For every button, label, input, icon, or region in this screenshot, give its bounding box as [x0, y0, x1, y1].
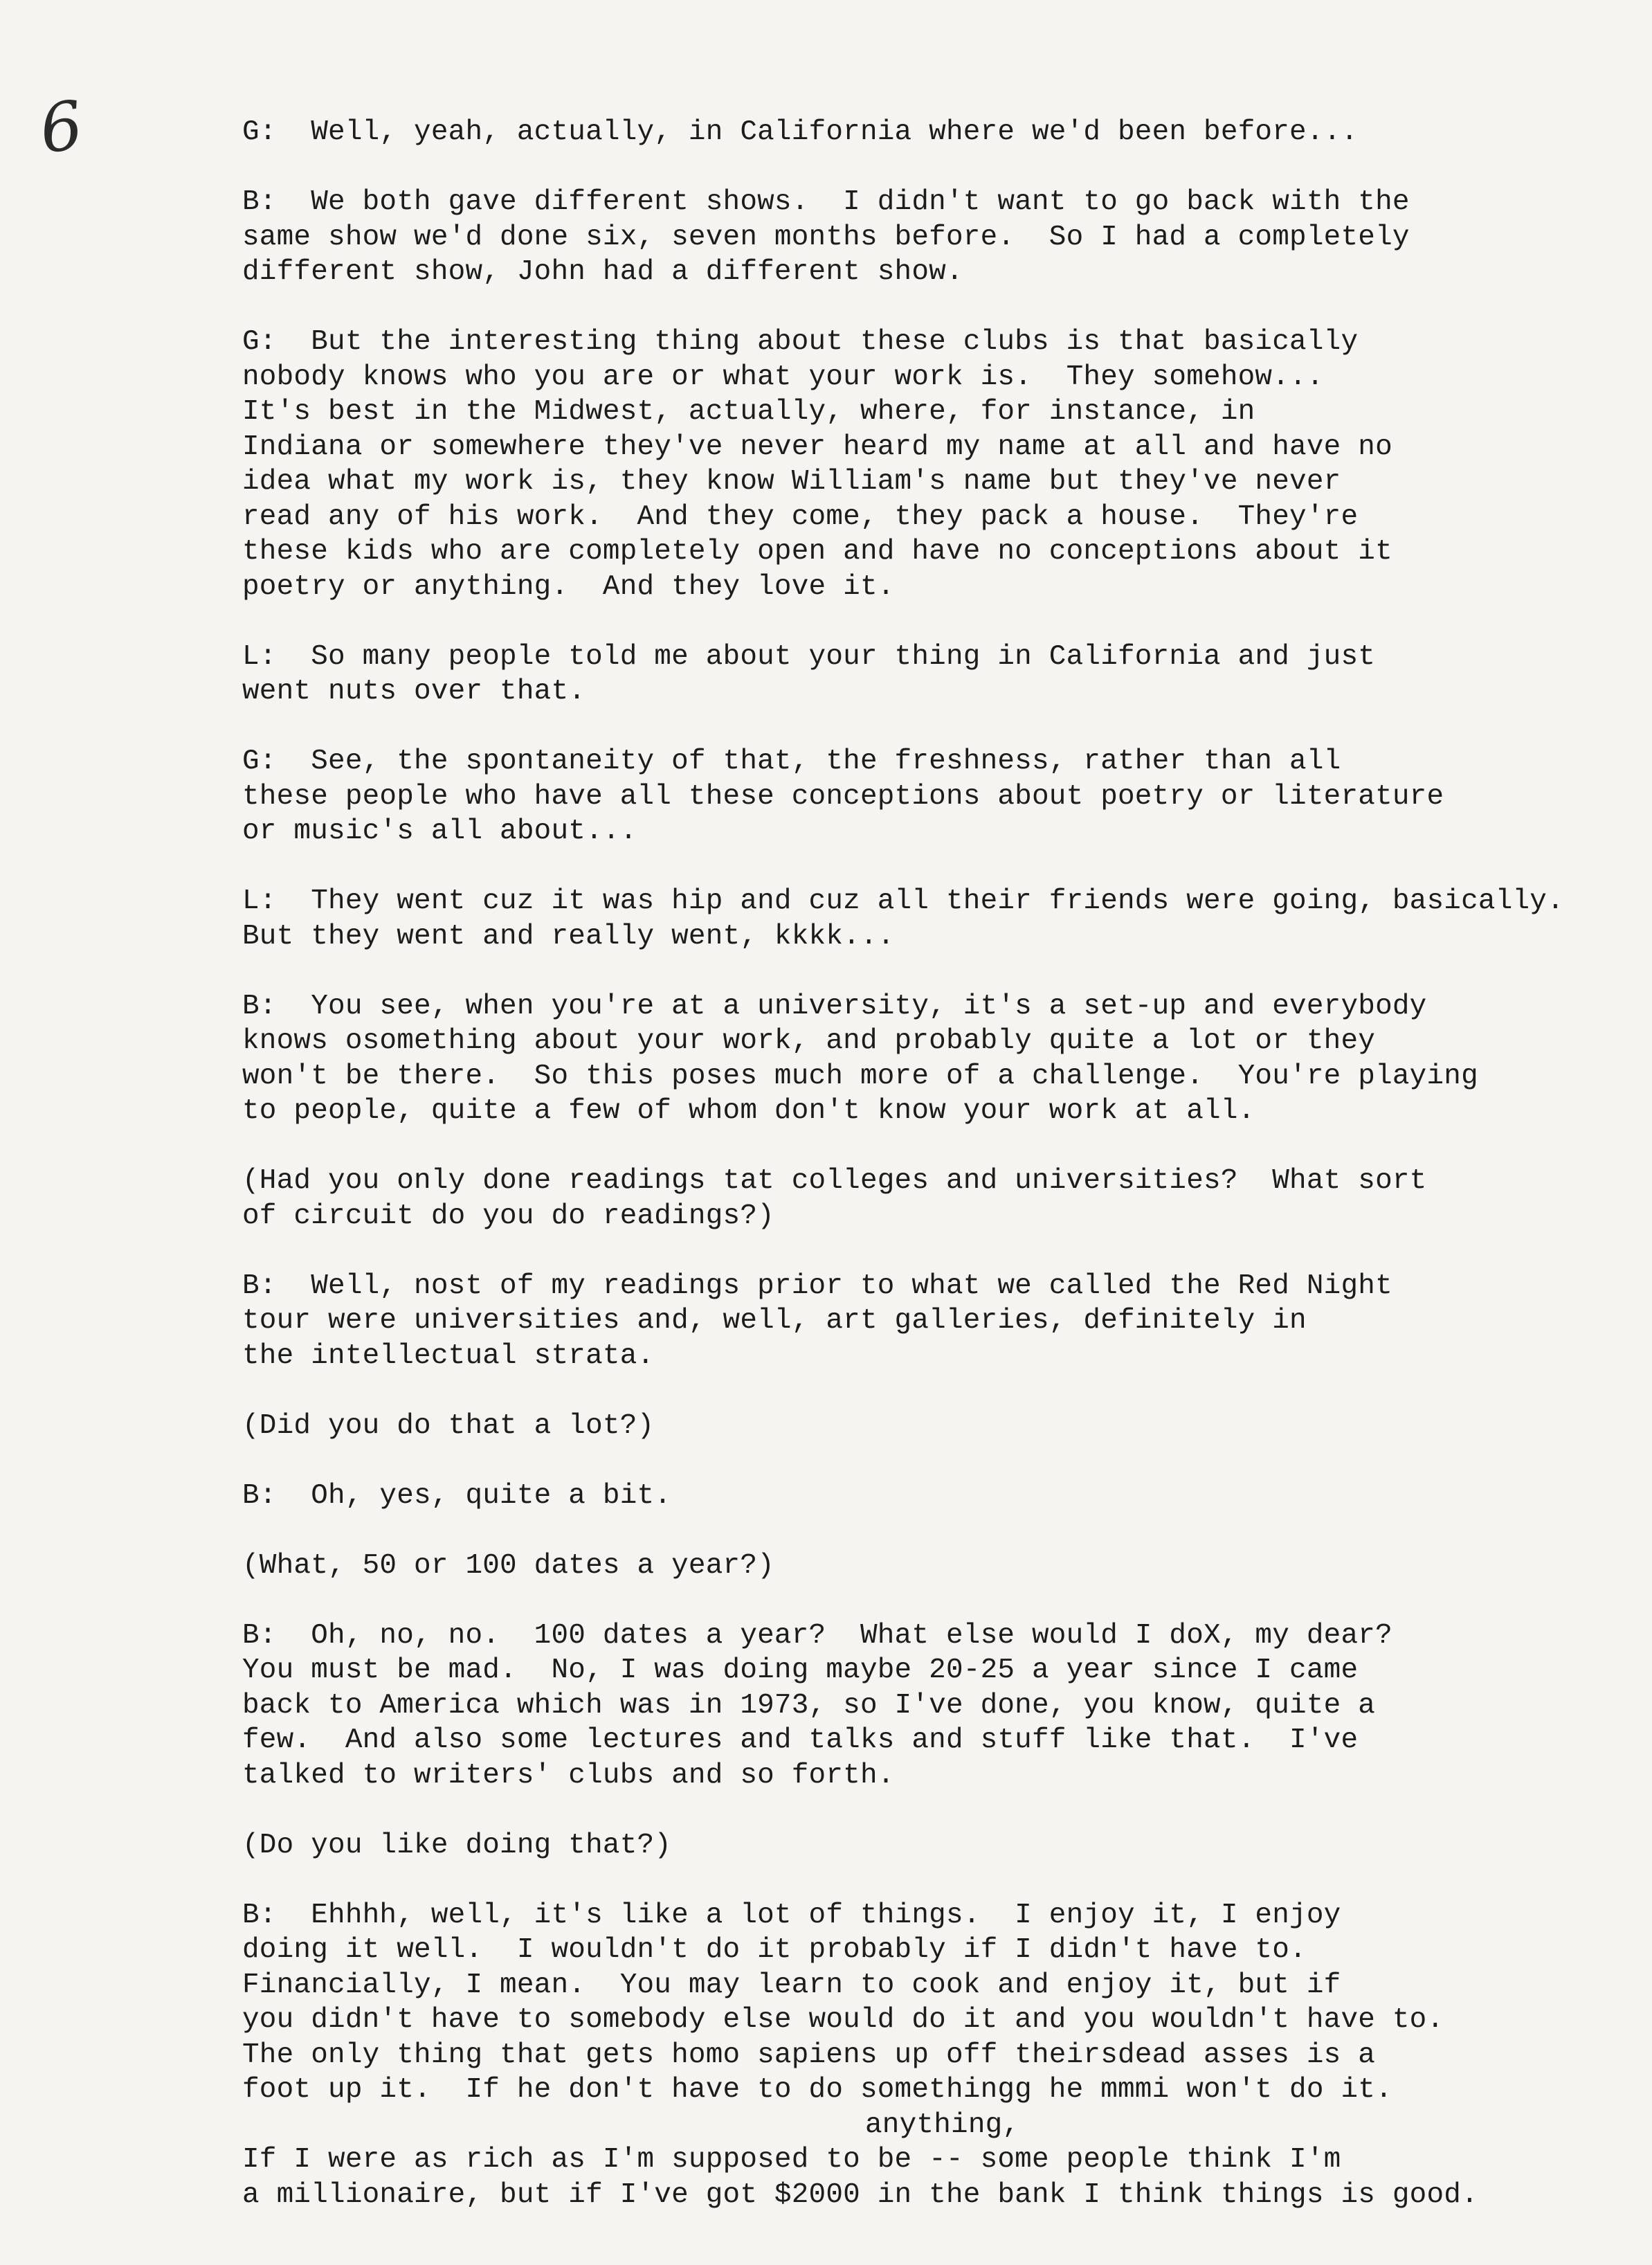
text-line: The only thing that gets homo sapiens up off theirsdead asses is a — [242, 2039, 1376, 2071]
transcript-paragraph — [242, 989, 1619, 1129]
handwritten-page-number: 6 — [35, 86, 88, 169]
text-line: these kids who are completely open and have no conceptions about it — [242, 536, 1392, 568]
text-line: few. And also some lectures and talks and stuff like that. I've — [242, 1724, 1359, 1756]
text-line: L: They went cuz it was hip and cuz all their friends were going, basically. — [242, 885, 1564, 917]
text-line: nobody knows who you are or what your work is. They somehow... — [242, 361, 1324, 393]
transcript-paragraph — [242, 1479, 1619, 1514]
text-line: But they went and really went, kkkk... — [242, 920, 895, 953]
transcript-paragraph — [242, 640, 1619, 710]
transcript-paragraph — [242, 1549, 1619, 1584]
transcript-paragraph — [242, 115, 1619, 150]
text-line: different show, John had a different show. — [242, 256, 963, 288]
transcript-paragraph — [242, 744, 1619, 849]
text-line: knows osomething about your work, and probably quite a lot or they — [242, 1025, 1376, 1057]
text-line: doing it well. I wouldn't do it probably if I didn't have to. — [242, 1934, 1307, 1966]
text-line: If I were as rich as I'm supposed to be -- some people think I'm — [242, 2144, 1341, 2176]
text-line: B: You see, when you're at a university, it's a set-up and everybody — [242, 990, 1427, 1022]
transcript-paragraph — [242, 1898, 1619, 2108]
transcript-paragraph — [242, 1409, 1619, 1444]
text-line: G: But the interesting thing about these clubs is that basically — [242, 326, 1359, 358]
text-line: same show we'd done six, seven months before. So I had a completely — [242, 221, 1410, 253]
text-line: B: We both gave different shows. I didn't want to go back with the — [242, 186, 1410, 218]
text-line: B: Oh, yes, quite a bit. — [242, 1479, 672, 1512]
text-line: (What, 50 or 100 dates a year?) — [242, 1549, 774, 1582]
text-line: tour were universities and, well, art galleries, definitely in — [242, 1305, 1307, 1337]
text-line: the intellectual strata. — [242, 1339, 655, 1372]
transcript-paragraph — [242, 185, 1619, 290]
text-line: (Do you like doing that?) — [242, 1829, 672, 1861]
text-line: L: So many people told me about your thing in California and just — [242, 640, 1376, 673]
text-line: a millionaire, but if I've got $2000 in the bank I think things is good. — [242, 2178, 1478, 2211]
text-line: idea what my work is, they know William's name but they've never — [242, 466, 1341, 498]
transcript-paragraph — [242, 1618, 1619, 1794]
text-line: (Did you do that a lot?) — [242, 1409, 655, 1442]
text-line: foot up it. If he don't have to do somethingg he mmmi won't do it. — [242, 2074, 1392, 2106]
text-line: you didn't have to somebody else would do it and you wouldn't have to. — [242, 2004, 1444, 2036]
transcript-paragraph — [242, 1164, 1619, 1234]
transcript-body — [242, 115, 1619, 2248]
text-line: It's best in the Midwest, actually, where, for instance, in — [242, 396, 1255, 428]
text-line: (Had you only done readings tat colleges and universities? What sort — [242, 1165, 1427, 1197]
text-line: talked to writers' clubs and so forth. — [242, 1759, 895, 1792]
text-line: G: Well, yeah, actually, in California where we'd been before... — [242, 116, 1359, 148]
text-line: won't be there. So this poses much more of a challenge. You're playing — [242, 1060, 1478, 1092]
text-line: G: See, the spontaneity of that, the freshness, rather than all — [242, 746, 1341, 777]
text-line: to people, quite a few of whom don't know your work at all. — [242, 1095, 1255, 1127]
text-line: B: Well, nost of my readings prior to what we called the Red Night — [242, 1270, 1392, 1302]
text-line: went nuts over that. — [242, 676, 586, 707]
text-line: these people who have all these conceptions about poetry or literature — [242, 780, 1444, 813]
transcript-paragraph — [242, 884, 1619, 954]
transcript-paragraph — [242, 1828, 1619, 1864]
text-line: You must be mad. No, I was doing maybe 20-25 a year since I came — [242, 1654, 1359, 1686]
text-line: poetry or anything. And they love it. — [242, 570, 895, 603]
interlinear-insertion: anything, — [865, 2109, 1020, 2141]
text-line: or music's all about... — [242, 815, 637, 847]
text-line: B: Oh, no, no. 100 dates a year? What else would I doX, my dear? — [242, 1619, 1392, 1652]
transcript-paragraph — [242, 2142, 1619, 2212]
transcript-paragraph — [242, 1269, 1619, 1374]
text-line: B: Ehhhh, well, it's like a lot of things. I enjoy it, I enjoy — [242, 1899, 1341, 1931]
text-line: Indiana or somewhere they've never heard my name at all and have no — [242, 431, 1392, 463]
text-line: of circuit do you do readings?) — [242, 1200, 774, 1232]
transcript-paragraph — [242, 325, 1619, 604]
text-line: back to America which was in 1973, so I've done, you know, quite a — [242, 1689, 1376, 1722]
text-line: read any of his work. And they come, they pack a house. They're — [242, 500, 1359, 533]
text-line: Financially, I mean. You may learn to cook and enjoy it, but if — [242, 1969, 1341, 2001]
